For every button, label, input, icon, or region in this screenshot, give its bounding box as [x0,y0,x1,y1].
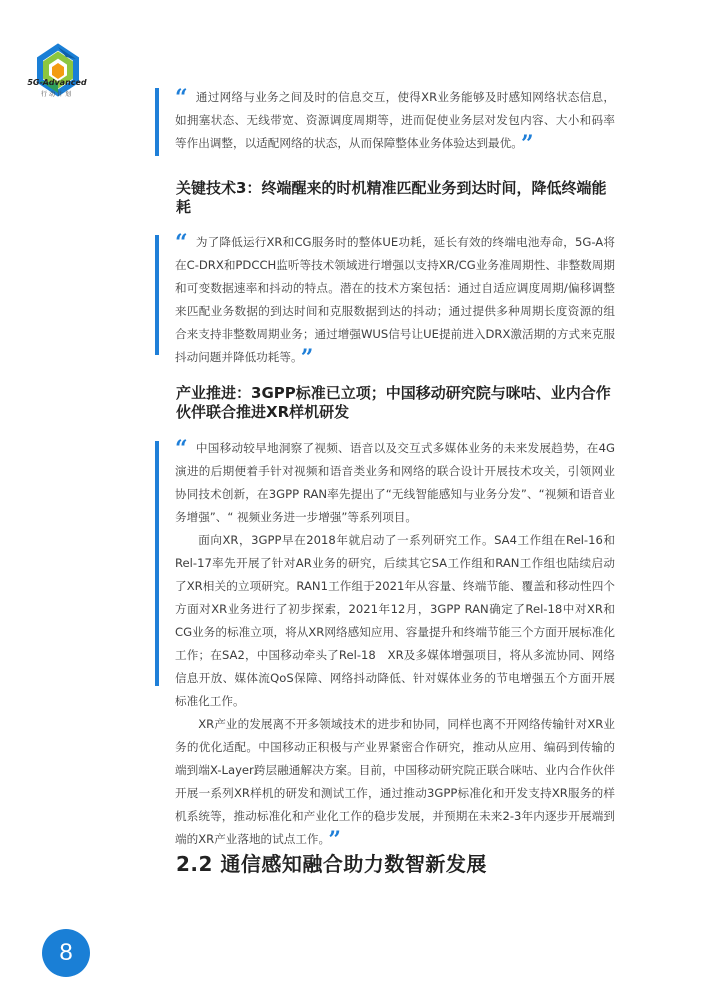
open-quote-icon: “ [175,85,188,111]
quote-bar [155,88,159,156]
quote-bar [155,235,159,355]
section-title: 2.2 通信感知融合助力数智新发展 [176,852,487,876]
open-quote-icon: “ [175,230,188,256]
subheading-key-tech-3: 关键技术3：终端醒来的时机精准匹配业务到达时间，降低终端能耗 [176,179,607,216]
open-quote-icon: “ [175,436,188,462]
close-quote-icon: ” [521,131,534,157]
quote-block-3 [155,437,615,851]
quote-3-paragraph-2: 面向XR，3GPP早在2018年就启动了一系列研究工作。SA4工作组在Rel-16和Rel-17率先开展了针对AR业务的研究，后续其它SA工作组和RAN工作组也陆续启动了XR相关的立项研究。RAN1工作组于2021年从容量、终端节能、覆盖和移动性四个方面对XR业务进行了初步探索，2021年12月，3GPP RAN确定了Rel-18中对XR和CG业务的标准立项，将从XR网络感知应用、容量提升和终端节能三个方面开展标准化工作；在SA2，中国移动牵头了Rel-18 XR及多媒体增强项目，将从多流协同、网络信息开放、媒体流QoS保障、网络抖动降低、针对媒体业务的节电增强五个方面开展标准化工作。 [175,533,615,708]
logo-subtitle: 行动计划 [40,91,73,98]
close-quote-icon: ” [300,345,314,371]
quote-3-paragraph-1: 中国移动较早地洞察了视频、语音以及交互式多媒体业务的未来发展趋势，在4G演进的后期便着手针对视频和语音类业务和网络的联合设计开展技术攻关，引领网业协同技术创新，在3GPP RAN率先提出了“无线智能感知与业务分发”、“视频和语音业务增强”、“ 视频业务进一步增强”等系列项目。 [175,441,615,524]
close-quote-icon: ” [328,827,341,853]
page-number-badge: 8 [42,929,90,977]
logo-graphic [26,22,90,112]
quote-3-paragraph-3: XR产业的发展离不开多领域技术的进步和协同，同样也离不开网络传输针对XR业务的优化适配。中国移动正积极与产业界紧密合作研究，推动从应用、编码到传输的端到端X-Layer跨层融通解决方案。目前，中国移动研究院正联合咪咕、业内合作伙伴开展一系列XR样机的研发和测试工作，通过推动3GPP标准化和开发支持XR服务的样机系统等，推动标准化和产业化工作的稳步发展，并预期在未来2-3年内逐步开展端到端的XR产业落地的试点工作。 [175,717,615,846]
quote-block-2 [155,231,615,369]
quote-2-text: 为了降低运行XR和CG服务时的整体UE功耗，延长有效的终端电池寿命，5G-A将在C-DRX和PDCCH监听等技术领域进行增强以支持XR/CG业务准周期性、非整数周期和可变数据速率和抖动的特点。潜在的技术方案包括：通过自适应调度周期/偏移调整来匹配业务数据的到达时间和克服数据到达的抖动；通过提供多种周期长度资源的组合来支持非整数周期业务；通过增强WUS信号让UE提前进入DRX激活期的方式来克服抖动问题并降低功耗等。 [175,235,615,364]
quote-1-text: 通过网络与业务之间及时的信息交互，使得XR业务能够及时感知网络状态信息，如拥塞状态、无线带宽、资源调度周期等，进而促使业务层对发包内容、大小和码率等作出调整，以适配网络的状态，从而保障整体业务体验达到最优。 [175,90,615,150]
quote-bar [155,441,159,686]
logo-brand-text: 5G-Advanced [27,78,87,87]
quote-block-1 [155,86,615,155]
subheading-industry-progress: 产业推进：3GPP标准已立项；中国移动研究院与咪咕、业内合作伙伴联合推进XR样机研发 [176,384,611,421]
